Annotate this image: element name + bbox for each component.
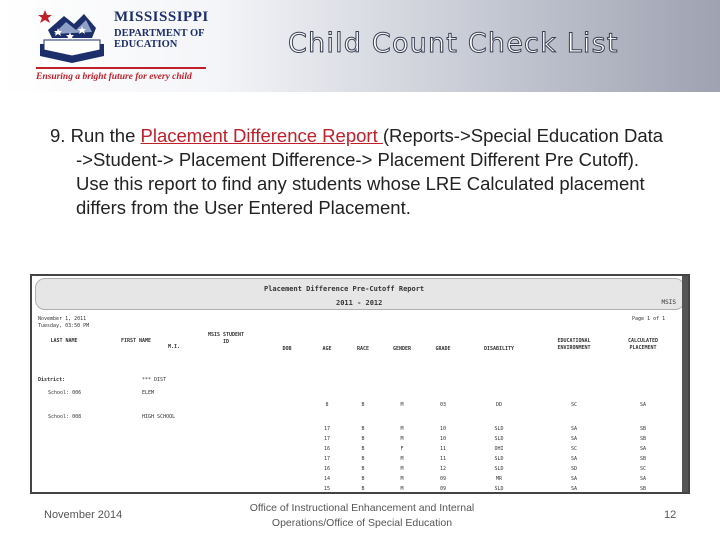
cell-race: B <box>361 456 365 462</box>
cell-placement: SB <box>639 426 647 432</box>
cell-disability: SLD <box>494 436 504 442</box>
cell-disability: SLD <box>494 466 504 472</box>
report-code: MSIS <box>661 299 676 306</box>
cell-race: B <box>361 402 365 408</box>
cell-gender: M <box>400 476 404 482</box>
cell-grade: 12 <box>439 466 447 472</box>
cell-grade: 10 <box>439 426 447 432</box>
cell-disability: SLD <box>494 486 504 492</box>
cell-race: B <box>361 426 365 432</box>
district-label: District: <box>38 377 66 383</box>
school-label: School: 008 <box>48 414 82 420</box>
cell-gender: M <box>400 466 404 472</box>
column-header: CALCULATED PLACEMENT <box>627 338 659 351</box>
cell-environment: SC <box>570 402 578 408</box>
column-header: DISABILITY <box>483 346 515 352</box>
cell-environment: SA <box>570 456 578 462</box>
cell-age: 16 <box>323 446 331 452</box>
cell-age: 16 <box>323 466 331 472</box>
cell-age: 17 <box>323 436 331 442</box>
cell-grade: 03 <box>439 402 447 408</box>
cell-race: B <box>361 476 365 482</box>
state-seal-icon <box>34 6 110 66</box>
cell-environment: SA <box>570 426 578 432</box>
cell-placement: SB <box>639 436 647 442</box>
step-text-after: (Reports->Special Education Data ->Student-> Placement Difference-> Placement Different Pre Cutoff). Use this report to find any students whose LRE Calculated placement differs from the User Entered Placement. <box>76 125 664 218</box>
report-title-band <box>35 278 685 310</box>
report-page: Page 1 of 1 <box>632 316 666 322</box>
logo-department-text: DEPARTMENT OF EDUCATION <box>114 28 205 50</box>
cell-gender: M <box>400 456 404 462</box>
cell-placement: SB <box>639 456 647 462</box>
cell-placement: SC <box>639 466 647 472</box>
cell-grade: 11 <box>439 446 447 452</box>
step-text-before: Run the <box>70 125 141 146</box>
cell-disability: DD <box>495 402 503 408</box>
cell-race: B <box>361 466 365 472</box>
column-header: GENDER <box>392 346 412 352</box>
footer-date: November 2014 <box>44 509 123 521</box>
step-instruction <box>50 124 670 220</box>
cell-placement: SA <box>639 402 647 408</box>
step-number: 9. <box>50 125 66 146</box>
cell-placement: SB <box>639 486 647 492</box>
column-header: AGE <box>322 346 332 352</box>
cell-gender: M <box>400 486 404 492</box>
cell-environment: SA <box>570 476 578 482</box>
report-screenshot <box>30 274 690 494</box>
header-band <box>0 0 720 92</box>
cell-disability: SLD <box>494 426 504 432</box>
report-scrollbar[interactable] <box>682 276 688 492</box>
school-name: HIGH SCHOOL <box>142 414 176 420</box>
cell-disability: OHI <box>494 446 504 452</box>
cell-environment: SC <box>570 446 578 452</box>
cell-environment: SA <box>570 436 578 442</box>
cell-age: 15 <box>323 486 331 492</box>
cell-age: 8 <box>325 402 329 408</box>
cell-grade: 10 <box>439 436 447 442</box>
column-header: M.I. <box>167 344 181 350</box>
district-value: *** DIST <box>142 377 167 383</box>
cell-environment: SD <box>570 466 578 472</box>
cell-gender: M <box>400 426 404 432</box>
cell-race: B <box>361 436 365 442</box>
cell-gender: M <box>400 436 404 442</box>
column-header: GRADE <box>435 346 451 352</box>
column-header: FIRST NAME <box>120 338 152 344</box>
cell-placement: SA <box>639 476 647 482</box>
cell-age: 17 <box>323 456 331 462</box>
placement-difference-report-link[interactable]: Placement Difference Report <box>140 125 383 146</box>
logo-divider <box>36 67 206 69</box>
mde-logo <box>34 6 214 84</box>
column-header: LAST NAME <box>50 338 78 344</box>
report-time: Tuesday, 03:50 PM <box>38 323 90 329</box>
cell-grade: 09 <box>439 476 447 482</box>
cell-race: B <box>361 486 365 492</box>
cell-grade: 11 <box>439 456 447 462</box>
slide-title: Child Count Check List <box>288 28 619 59</box>
cell-age: 14 <box>323 476 331 482</box>
column-header: RACE <box>356 346 370 352</box>
report-year: 2011 - 2012 <box>336 299 383 307</box>
cell-age: 17 <box>323 426 331 432</box>
cell-race: B <box>361 446 365 452</box>
logo-tagline: Ensuring a bright future for every child <box>36 72 192 82</box>
cell-placement: SA <box>639 446 647 452</box>
column-header: DOB <box>282 346 292 352</box>
school-label: School: 006 <box>48 390 82 396</box>
cell-gender: F <box>400 446 404 452</box>
footer-office: Office of Instructional Enhancement and Internal Operations/Office of Special Education <box>249 502 475 529</box>
logo-name-text: MISSISSIPPI <box>114 9 209 25</box>
school-name: ELEM <box>142 390 155 396</box>
column-header: MSIS STUDENT ID <box>207 332 245 345</box>
report-date: November 1, 2011 <box>38 316 87 322</box>
column-header: EDUCATIONAL ENVIRONMENT <box>557 338 591 351</box>
cell-disability: MR <box>495 476 503 482</box>
footer-page-number: 12 <box>664 509 677 521</box>
cell-environment: SA <box>570 486 578 492</box>
cell-disability: SLD <box>494 456 504 462</box>
report-title: Placement Difference Pre-Cutoff Report <box>264 285 425 293</box>
cell-gender: M <box>400 402 404 408</box>
cell-grade: 09 <box>439 486 447 492</box>
